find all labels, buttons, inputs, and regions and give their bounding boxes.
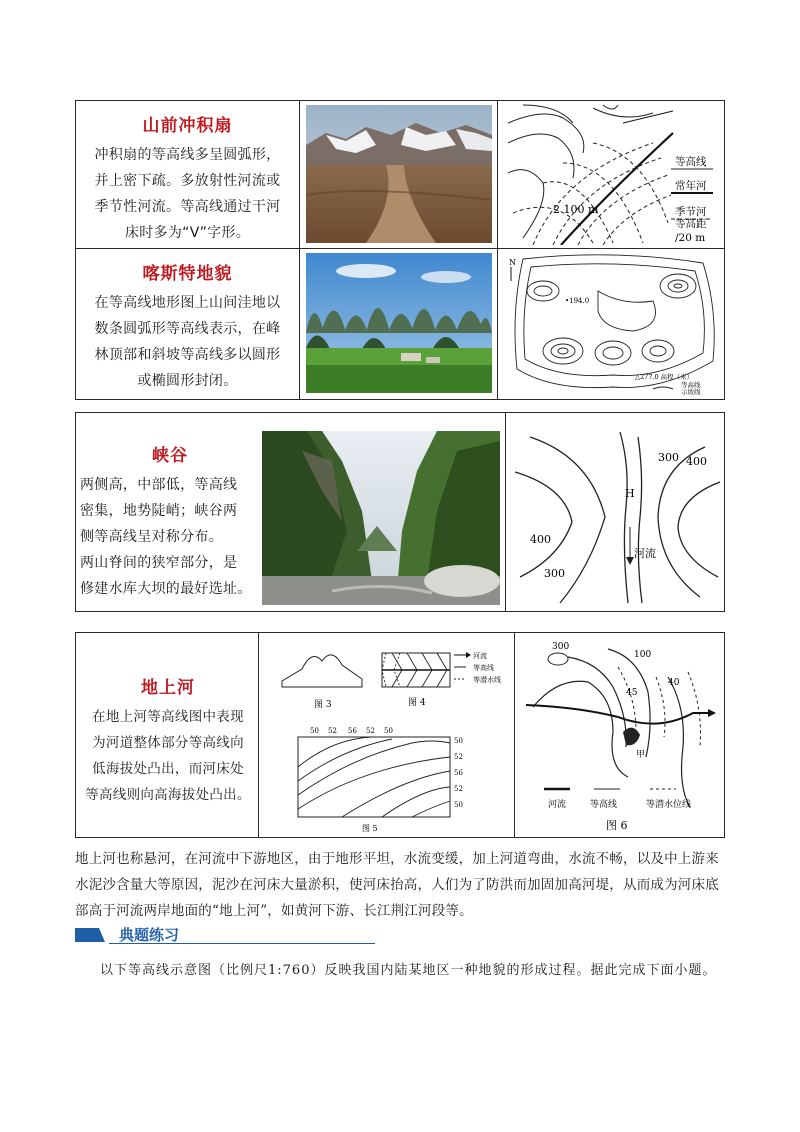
suspended-river-figures-3-5 — [262, 639, 510, 835]
alluvial-fan-contour-map — [503, 103, 723, 245]
alluvial-fan-desc: 冲积扇的等高线多呈圆弧形， 并上密下疏。多放射性河流或 季节性河流。等高线通过干河 床时多为“V”字形。 — [94, 147, 281, 241]
svg-text:等潜水位线: 等潜水位线 — [646, 800, 692, 810]
canyon-contour-map — [510, 427, 720, 607]
svg-text:•194.0: •194.0 — [565, 297, 590, 305]
svg-text:图 3: 图 3 — [314, 700, 332, 710]
svg-text:50: 50 — [384, 727, 393, 735]
suspended-river-title: 地上河 — [141, 678, 195, 698]
karst-photo — [306, 253, 492, 393]
landform-suspended-river-row — [75, 632, 725, 838]
karst-text — [80, 259, 295, 394]
svg-text:56: 56 — [348, 727, 357, 735]
svg-text:N: N — [509, 258, 516, 267]
karst-contour-map — [503, 251, 723, 397]
svg-text:河流: 河流 — [548, 800, 567, 810]
svg-text:季节河: 季节河 — [675, 206, 707, 218]
svg-text:40: 40 — [668, 678, 680, 688]
svg-text:56: 56 — [454, 769, 463, 777]
alluvial-fan-photo — [306, 105, 492, 243]
svg-text:50: 50 — [454, 801, 463, 809]
svg-text:河流: 河流 — [634, 547, 656, 560]
alluvial-fan-text — [80, 111, 295, 246]
svg-text:2 100 m: 2 100 m — [553, 203, 599, 216]
svg-text:400: 400 — [530, 533, 551, 546]
suspended-river-figure-6 — [518, 637, 722, 835]
svg-text:△277.0 高程（米）: △277.0 高程（米） — [635, 373, 694, 381]
landform-canyon-row — [75, 412, 725, 612]
svg-text:等高线: 等高线 — [590, 800, 618, 810]
landform-table-top — [75, 100, 725, 400]
svg-text:52: 52 — [328, 727, 337, 735]
svg-text:/20 m: /20 m — [675, 232, 706, 244]
canyon-desc: 两侧高，中部低，等高线 密集，地势陡峭；峡谷两 侧等高线呈对称分布。 两山脊间的狭窄部分，是 修建水库大坝的最好选址。 — [80, 477, 252, 597]
svg-text:H: H — [625, 487, 635, 500]
suspended-river-desc: 在地上河等高线图中表现 为河道整体部分等高线向 低海拔处凸出，而河床处 等高线则向高海拔处凸出。 — [85, 709, 251, 803]
svg-text:52: 52 — [454, 785, 463, 793]
svg-text:等潜水线: 等潜水线 — [473, 676, 501, 684]
svg-text:52: 52 — [366, 727, 375, 735]
svg-text:等高线: 等高线 — [681, 381, 701, 389]
svg-text:常年河: 常年河 — [675, 180, 707, 192]
section-heading — [75, 924, 375, 946]
svg-text:300: 300 — [552, 642, 570, 652]
svg-text:甲: 甲 — [636, 750, 646, 760]
alluvial-fan-title: 山前冲积扇 — [142, 116, 233, 136]
svg-text:400: 400 — [686, 455, 707, 468]
canyon-title: 峡谷 — [152, 446, 188, 466]
svg-text:图 6: 图 6 — [606, 819, 628, 832]
karst-desc: 在等高线地形图上山间洼地以 数条圆弧形等高线表示，在峰 林顶部和斜坡等高线多以圆形 或椭圆形封闭。 — [94, 295, 281, 389]
svg-text:100: 100 — [634, 650, 652, 660]
svg-text:示坡线: 示坡线 — [681, 388, 701, 396]
exercise-prompt: 以下等高线示意图（比例尺1:760）反映我国内陆某地区一种地貌的形成过程。据此完成下面小题。 — [100, 963, 717, 978]
svg-text:等高距: 等高距 — [675, 218, 707, 230]
svg-text:300: 300 — [544, 567, 565, 580]
canyon-photo — [262, 431, 500, 605]
svg-text:50: 50 — [310, 727, 319, 735]
section-heading-label: 典题练习 — [119, 926, 180, 944]
svg-text:等高线: 等高线 — [675, 156, 707, 168]
svg-text:图 4: 图 4 — [408, 698, 426, 708]
svg-text:45: 45 — [626, 688, 638, 698]
svg-text:河流: 河流 — [473, 652, 487, 660]
suspended-river-explanation: 地上河也称悬河，在河流中下游地区，由于地形平坦，水流变缓，加上河道弯曲，水流不畅，以及中上游来水泥沙含量大等原因，泥沙在河床大量淤积，使河床抬高，人们为了防洪而加固加高河堤，从而成为河床底部高于河流两岸地面的“地上河”，如黄河下游、长江荆江河段等。 — [75, 851, 719, 919]
svg-text:图 5: 图 5 — [362, 824, 378, 833]
svg-text:等高线: 等高线 — [473, 664, 494, 672]
svg-text:300: 300 — [658, 451, 679, 464]
section-marker-icon — [75, 928, 105, 942]
svg-text:50: 50 — [454, 737, 463, 745]
svg-text:52: 52 — [454, 753, 463, 761]
canyon-text — [80, 441, 260, 602]
karst-title: 喀斯特地貌 — [142, 264, 233, 284]
suspended-river-text — [80, 673, 256, 808]
